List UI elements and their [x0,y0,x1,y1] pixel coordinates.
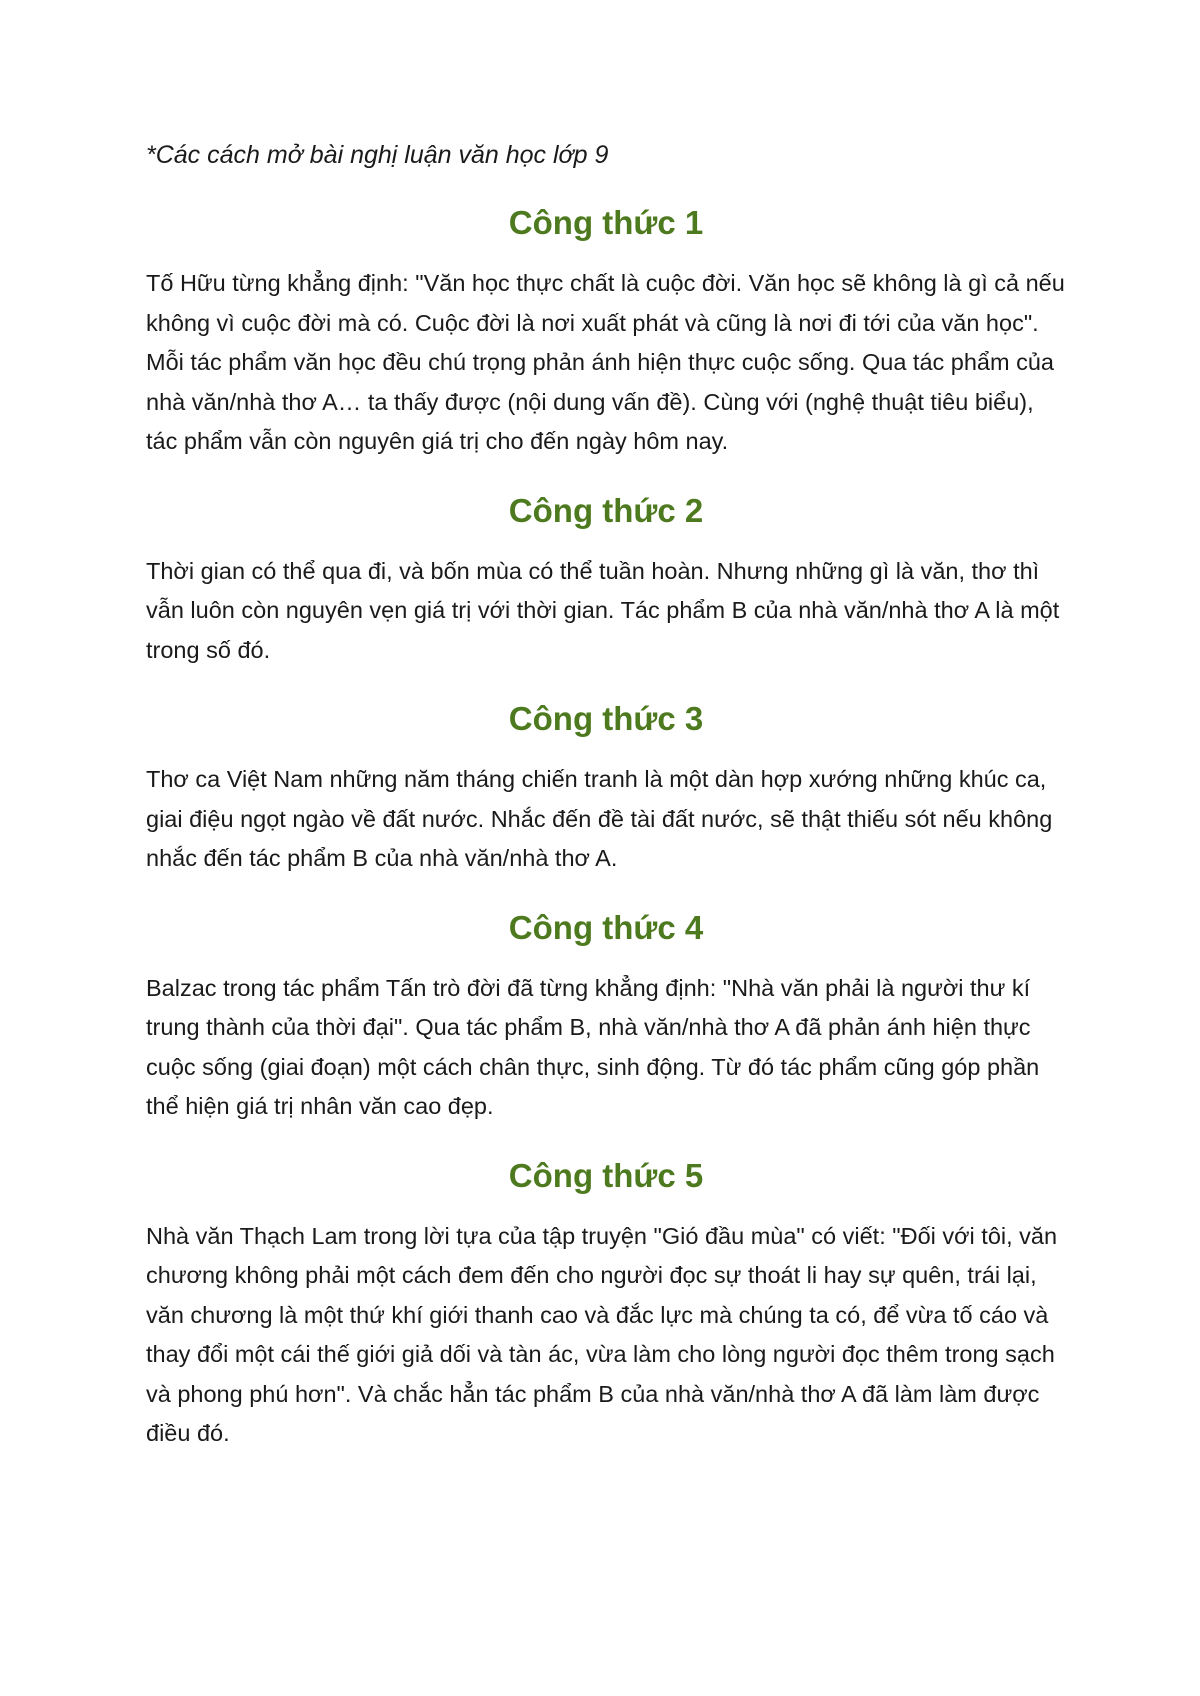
section-3 [146,698,1066,879]
section-5 [146,1155,1066,1454]
section-heading: Công thức 4 [508,908,704,946]
document-title: *Các cách mở bài nghị luận văn học lớp 9 [146,141,609,169]
document-page [146,138,1066,1482]
section-heading: Công thức 5 [508,1156,704,1194]
section-paragraph: Balzac trong tác phẩm Tấn trò đời đã từng khẳng định: "Nhà văn phải là người thư kí trung thành của thời đại". Qua tác phẩm B, nhà văn/nhà thơ A đã phản ánh hiện thực cuộc sống (giai đoạn) một cách chân thực, sinh động. Từ đó tác phẩm cũng góp phần thể hiện giá trị nhân văn cao đẹp. [146,974,1040,1119]
section-2 [146,490,1066,671]
section-1 [146,202,1066,462]
section-4 [146,907,1066,1127]
section-paragraph: Thời gian có thể qua đi, và bốn mùa có thể tuần hoàn. Nhưng những gì là văn, thơ thì vẫn luôn còn nguyên vẹn giá trị với thời gian. Tác phẩm B của nhà văn/nhà thơ A là một trong số đó. [146,557,1060,663]
section-paragraph: Nhà văn Thạch Lam trong lời tựa của tập truyện "Gió đầu mùa" có viết: "Đối với tôi, văn chương không phải một cách đem đến cho người đọc sự thoát li hay sự quên, trái lại, văn chương là một thứ khí giới thanh cao và đắc lực mà chúng ta có, để vừa tố cáo và thay đổi một cái thế giới giả dối và tàn ác, vừa làm cho lòng người đọc thêm trong sạch và phong phú hơn". Và chắc hẳn tác phẩm B của nhà văn/nhà thơ A đã làm làm được điều đó. [146,1222,1058,1446]
section-paragraph: Thơ ca Việt Nam những năm tháng chiến tranh là một dàn hợp xướng những khúc ca, giai điệu ngọt ngào về đất nước. Nhắc đến đề tài đất nước, sẽ thật thiếu sót nếu không nhắc đến tác phẩm B của nhà văn/nhà thơ A. [146,766,1053,871]
section-heading: Công thức 1 [508,204,704,241]
section-heading: Công thức 3 [508,700,704,737]
section-paragraph: Tố Hữu từng khẳng định: "Văn học thực chất là cuộc đời. Văn học sẽ không là gì cả nếu không vì cuộc đời mà có. Cuộc đời là nơi xuất phát và cũng là nơi đi tới của văn học". Mỗi tác phẩm văn học đều chú trọng phản ánh hiện thực cuộc sống. Qua tác phẩm của nhà văn/nhà thơ A… ta thấy được (nội dung vấn đề). Cùng với (nghệ thuật tiêu biểu), tác phẩm vẫn còn nguyên giá trị cho đến ngày hôm nay. [146,270,1065,454]
section-heading: Công thức 2 [508,491,704,529]
